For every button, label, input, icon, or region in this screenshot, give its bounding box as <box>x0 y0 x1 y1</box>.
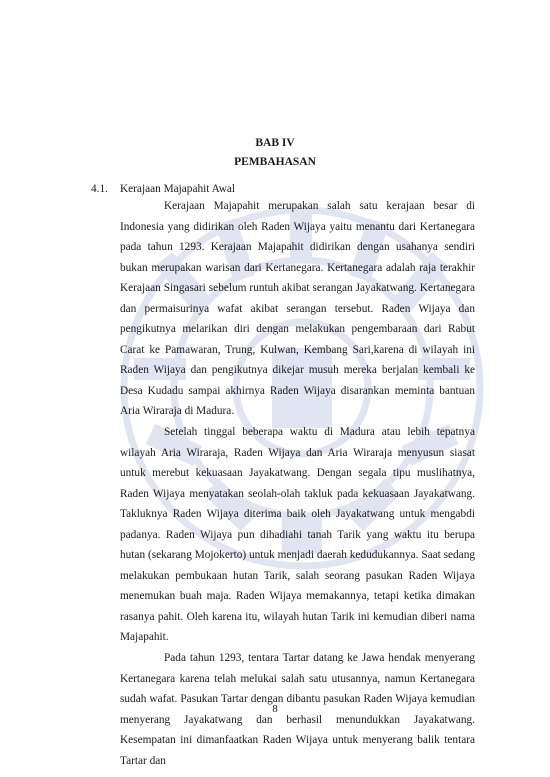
section-heading <box>91 183 235 195</box>
paragraph: Pada tahun 1293, tentara Tartar datang ke Jawa hendak menyerang Kertanegara karena telah melukai salah satu utusannya, namun Kertanegara sudah wafat. Pasukan Tartar dengan dibantu pasukan Raden Wijaya kemudian menyerang Jayakatwang dan berhasil menundukkan Jayakatwang. Kesempatan ini dimanfaatkan Raden Wijaya untuk menyerang balik tentara Tartar dan <box>120 652 475 767</box>
body-text <box>120 196 475 771</box>
chapter-title: PEMBAHASAN <box>234 156 316 168</box>
paragraph: Kerajaan Majapahit merupakan salah satu kerajaan besar di Indonesia yang didirikan oleh Raden Wijaya yaitu menantu dari Kertanegara pada tahun 1293. Kerajaan Majapahit didirikan dengan usahanya sendiri bukan merupakan warisan dari Kertanegara. Kertanegara adalah raja terakhir Kerajaan Singasari sebelum runtuh akibat serangan Jayakatwang. Kertanegara dan permaisurinya wafat akibat serangan tersebut. Raden Wijaya dan pengikutnya melarikan diri dengan melakukan pengembaraan dari Rabut Carat ke Pamawaran, Trung, Kulwan, Kembang Sari,karena di wilayah ini Raden Wijaya dan pengikutnya dikejar musuh mereka berjalan kembali ke Desa Kudadu sampai akhirnya Raden Wijaya disarankan meminta bantuan Aria Wiraraja di Madura. <box>120 200 475 418</box>
page-number: 8 <box>272 704 278 715</box>
chapter-heading: BAB IV <box>255 137 295 149</box>
paragraph: Setelah tinggal beberapa waktu di Madura atau lebih tepatnya wilayah Aria Wiraraja, Raden Wijaya dan Aria Wiraraja menyusun siasat untuk merebut kekuasaan Jayakatwang. Dengan segala tipu muslihatnya, Raden Wijaya menyatakan seolah-olah takluk pada kekuasaan Jayakatwang. Takluknya Raden Wijaya diterima baik oleh Jayakatwang untuk mengabdi padanya. Raden Wijaya pun dihadiahi tanah Tarik yang waktu itu berupa hutan (sekarang Mojokerto) untuk menjadi daerah kedudukannya. Saat sedang melakukan pembukaan hutan Tarik, salah seorang pasukan Raden Wijaya menemukan buah maja. Raden Wijaya memakannya, tetapi ketika dimakan rasanya pahit. Oleh karena itu, wilayah hutan Tarik ini kemudian diberi nama Majapahit. <box>120 426 475 644</box>
section-number: 4.1. <box>91 183 108 195</box>
section-title: Kerajaan Majapahit Awal <box>120 183 236 195</box>
